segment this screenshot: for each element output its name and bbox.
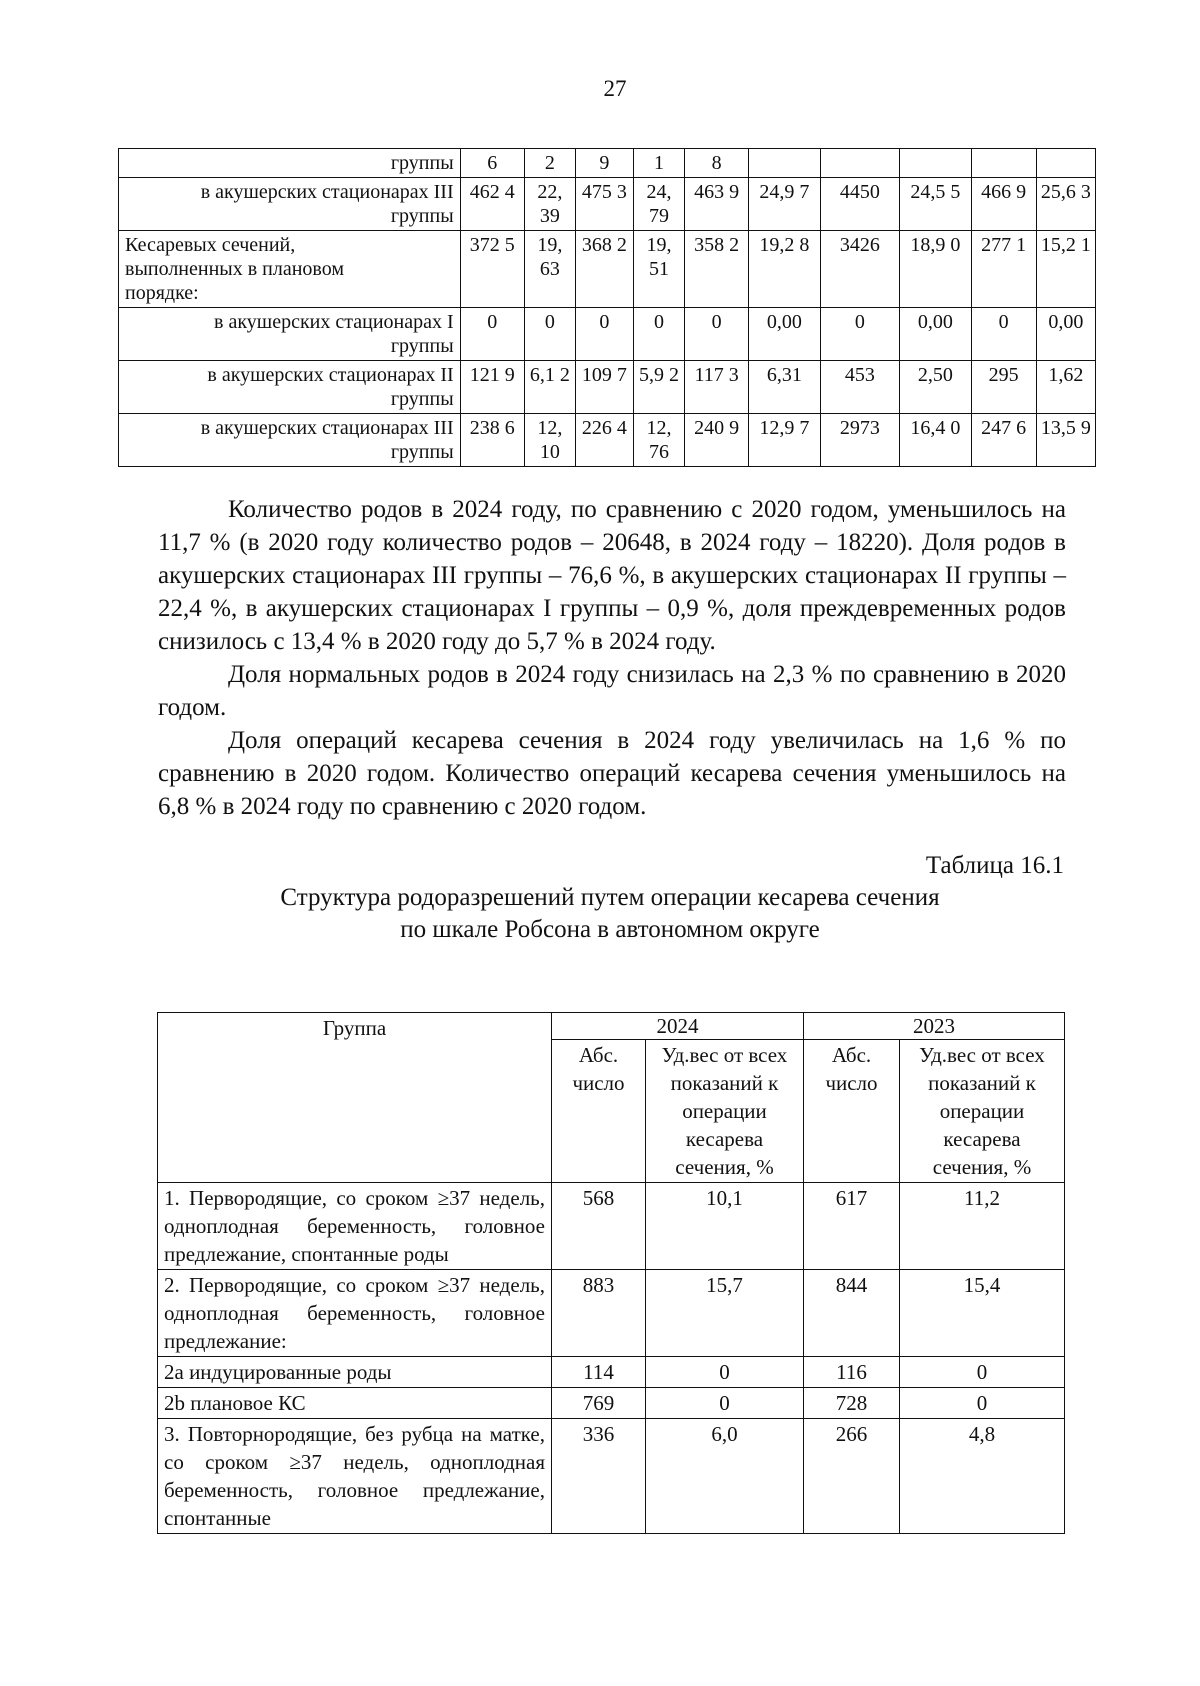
row-label-line: выполненных в плановом — [125, 258, 345, 280]
table-cell: 844 — [804, 1270, 900, 1357]
row-label — [119, 178, 461, 231]
table-row — [119, 231, 1096, 308]
table-cell: 1,62 — [1036, 361, 1095, 414]
row-label-line: группы — [390, 205, 454, 227]
table-row — [158, 1388, 1065, 1419]
table-cell: 117 3 — [684, 361, 748, 414]
table-cell: 1 — [633, 149, 684, 178]
robson-group-label: 1. Первородящие, со сроком ≥37 недель, одноплодная беременность, головное предлежание, спонтанные роды — [158, 1183, 552, 1270]
table-cell: 462 4 — [460, 178, 524, 231]
table-cell: 12,9 7 — [749, 414, 820, 467]
table-title-line-1: Структура родоразрешений путем операции кесарева сечения — [280, 884, 940, 911]
table-cell: 12, 76 — [633, 414, 684, 467]
table-cell: 226 4 — [575, 414, 633, 467]
table-row — [158, 1183, 1065, 1270]
row-label-line: в акушерских стационарах I — [214, 311, 454, 333]
table-cell: 13,5 9 — [1036, 414, 1095, 467]
row-label — [119, 231, 461, 308]
table-cell: 18,9 0 — [900, 231, 971, 308]
table-cell: 358 2 — [684, 231, 748, 308]
table-cell: 0 — [820, 308, 900, 361]
table-cell: 2,50 — [900, 361, 971, 414]
table-cell — [1036, 149, 1095, 178]
table-title — [130, 882, 1090, 946]
table-cell: 6,0 — [646, 1419, 804, 1534]
table-cell: 238 6 — [460, 414, 524, 467]
page-number: 27 — [603, 76, 627, 101]
robson-header-row — [158, 1013, 1065, 1040]
table-cell: 4450 — [820, 178, 900, 231]
row-label-line: Кесаревых сечений, — [125, 234, 296, 256]
table-cell: 769 — [552, 1388, 646, 1419]
table-cell: 15,4 — [900, 1270, 1065, 1357]
row-label-line: в акушерских стационарах III — [200, 181, 454, 203]
paragraph-cesarean: Доля операций кесарева сечения в 2024 году увеличилась на 1,6 % по сравнению в 2020 годом. Количество операций кесарева сечения уменьшилось на 6,8 % в 2024 году по сравнению с 2020 годом. — [158, 727, 1066, 820]
table-cell: 10,1 — [646, 1183, 804, 1270]
table-cell: 8 — [684, 149, 748, 178]
table-cell: 568 — [552, 1183, 646, 1270]
table-cell: 0 — [900, 1357, 1065, 1388]
table-title-line-2: по шкале Робсона в автономном округе — [400, 916, 820, 943]
table-row — [158, 1270, 1065, 1357]
table-cell: 2 — [524, 149, 575, 178]
table-cell: 0,00 — [900, 308, 971, 361]
table-cell: 0 — [900, 1388, 1065, 1419]
paragraph-normal-births: Доля нормальных родов в 2024 году снизилась на 2,3 % по сравнению в 2020 годом. — [158, 661, 1066, 721]
row-label — [119, 149, 461, 178]
table-reference: Таблица 16.1 — [925, 852, 1064, 879]
table-row — [119, 414, 1096, 467]
table-row — [119, 178, 1096, 231]
table-cell: 116 — [804, 1357, 900, 1388]
table-cell: 0,00 — [1036, 308, 1095, 361]
table-cell: 9 — [575, 149, 633, 178]
table-cell: 25,6 3 — [1036, 178, 1095, 231]
table-cell: 466 9 — [971, 178, 1036, 231]
table-cell: 0,00 — [749, 308, 820, 361]
table-cell: 24, 79 — [633, 178, 684, 231]
table-cell: 247 6 — [971, 414, 1036, 467]
row-label-line: в акушерских стационарах III — [200, 417, 454, 439]
row-label-line: группы — [390, 441, 454, 463]
table-cell: 6,1 2 — [524, 361, 575, 414]
table-row — [158, 1357, 1065, 1388]
table-cell: 15,2 1 — [1036, 231, 1095, 308]
row-label — [119, 308, 461, 361]
row-label — [119, 414, 461, 467]
table-cell: 19, 63 — [524, 231, 575, 308]
table-cell: 16,4 0 — [900, 414, 971, 467]
group-header: Группа — [158, 1013, 552, 1183]
table-cell: 6 — [460, 149, 524, 178]
table-cell: 617 — [804, 1183, 900, 1270]
table-cell: 3426 — [820, 231, 900, 308]
robson-group-label: 2. Первородящие, со сроком ≥37 недель, одноплодная беременность, головное предлежание: — [158, 1270, 552, 1357]
table-cell: 295 — [971, 361, 1036, 414]
row-label-line: порядке: — [125, 282, 199, 304]
table-cell: 277 1 — [971, 231, 1036, 308]
table-cell: 0 — [575, 308, 633, 361]
table-cell — [971, 149, 1036, 178]
table-row — [119, 308, 1096, 361]
row-label — [119, 361, 461, 414]
table-cell — [749, 149, 820, 178]
row-label-line: группы — [390, 152, 454, 174]
year-2024-header: 2024 — [552, 1013, 804, 1040]
table-cell: 5,9 2 — [633, 361, 684, 414]
table-cell: 0 — [684, 308, 748, 361]
table-cell: 883 — [552, 1270, 646, 1357]
robson-group-label: 3. Повторнородящие, без рубца на матке, со сроком ≥37 недель, одноплодная беременность, головное предлежание, спонтанные — [158, 1419, 552, 1534]
table-cell: 475 3 — [575, 178, 633, 231]
share-header-2024: Уд.вес от всех показаний к операции кесарева сечения, % — [646, 1040, 804, 1183]
abs-header-2023: Абс. число — [804, 1040, 900, 1183]
table-row — [119, 361, 1096, 414]
table-cell: 240 9 — [684, 414, 748, 467]
row-label-line: группы — [390, 335, 454, 357]
table-cell: 15,7 — [646, 1270, 804, 1357]
table-cell: 0 — [646, 1388, 804, 1419]
table-row — [158, 1419, 1065, 1534]
table-cell: 463 9 — [684, 178, 748, 231]
year-2023-header: 2023 — [804, 1013, 1065, 1040]
table-cell: 728 — [804, 1388, 900, 1419]
table-cell: 11,2 — [900, 1183, 1065, 1270]
continued-deliveries-table — [118, 148, 1096, 467]
body-text — [158, 493, 1066, 823]
table-cell — [820, 149, 900, 178]
table-cell: 0 — [524, 308, 575, 361]
table-cell: 121 9 — [460, 361, 524, 414]
robson-group-label: 2b плановое КС — [158, 1388, 552, 1419]
row-label-line: в акушерских стационарах II — [207, 364, 454, 386]
table-cell: 12, 10 — [524, 414, 575, 467]
table-cell: 266 — [804, 1419, 900, 1534]
table-cell: 19,2 8 — [749, 231, 820, 308]
robson-group-label: 2а индуцированные роды — [158, 1357, 552, 1388]
table-cell: 24,5 5 — [900, 178, 971, 231]
table-cell: 336 — [552, 1419, 646, 1534]
table-cell: 0 — [646, 1357, 804, 1388]
table-cell: 22, 39 — [524, 178, 575, 231]
robson-table — [157, 1012, 1065, 1534]
table-cell: 19, 51 — [633, 231, 684, 308]
paragraph-births: Количество родов в 2024 году, по сравнению с 2020 годом, уменьшилось на 11,7 % (в 2020 году количество родов – 20648, в 2024 году – 18220). Доля родов в акушерских стационарах III группы – 76,6 %, в акушерских стационарах II группы – 22,4 %, в акушерских стационарах I группы – 0,9 %, доля преждевременных родов снизилось с 13,4 % в 2020 году до 5,7 % в 2024 году. — [158, 496, 1066, 655]
table-cell: 0 — [971, 308, 1036, 361]
table-cell: 114 — [552, 1357, 646, 1388]
table-cell: 0 — [460, 308, 524, 361]
row-label-line: группы — [390, 388, 454, 410]
table-cell: 0 — [633, 308, 684, 361]
table-cell: 24,9 7 — [749, 178, 820, 231]
table-row — [119, 149, 1096, 178]
table-cell: 372 5 — [460, 231, 524, 308]
table-cell: 109 7 — [575, 361, 633, 414]
table-cell: 2973 — [820, 414, 900, 467]
table-cell: 6,31 — [749, 361, 820, 414]
share-header-2023: Уд.вес от всех показаний к операции кесарева сечения, % — [900, 1040, 1065, 1183]
table-cell: 368 2 — [575, 231, 633, 308]
abs-header-2024: Абс. число — [552, 1040, 646, 1183]
table-cell: 453 — [820, 361, 900, 414]
table-cell — [900, 149, 971, 178]
table-cell: 4,8 — [900, 1419, 1065, 1534]
